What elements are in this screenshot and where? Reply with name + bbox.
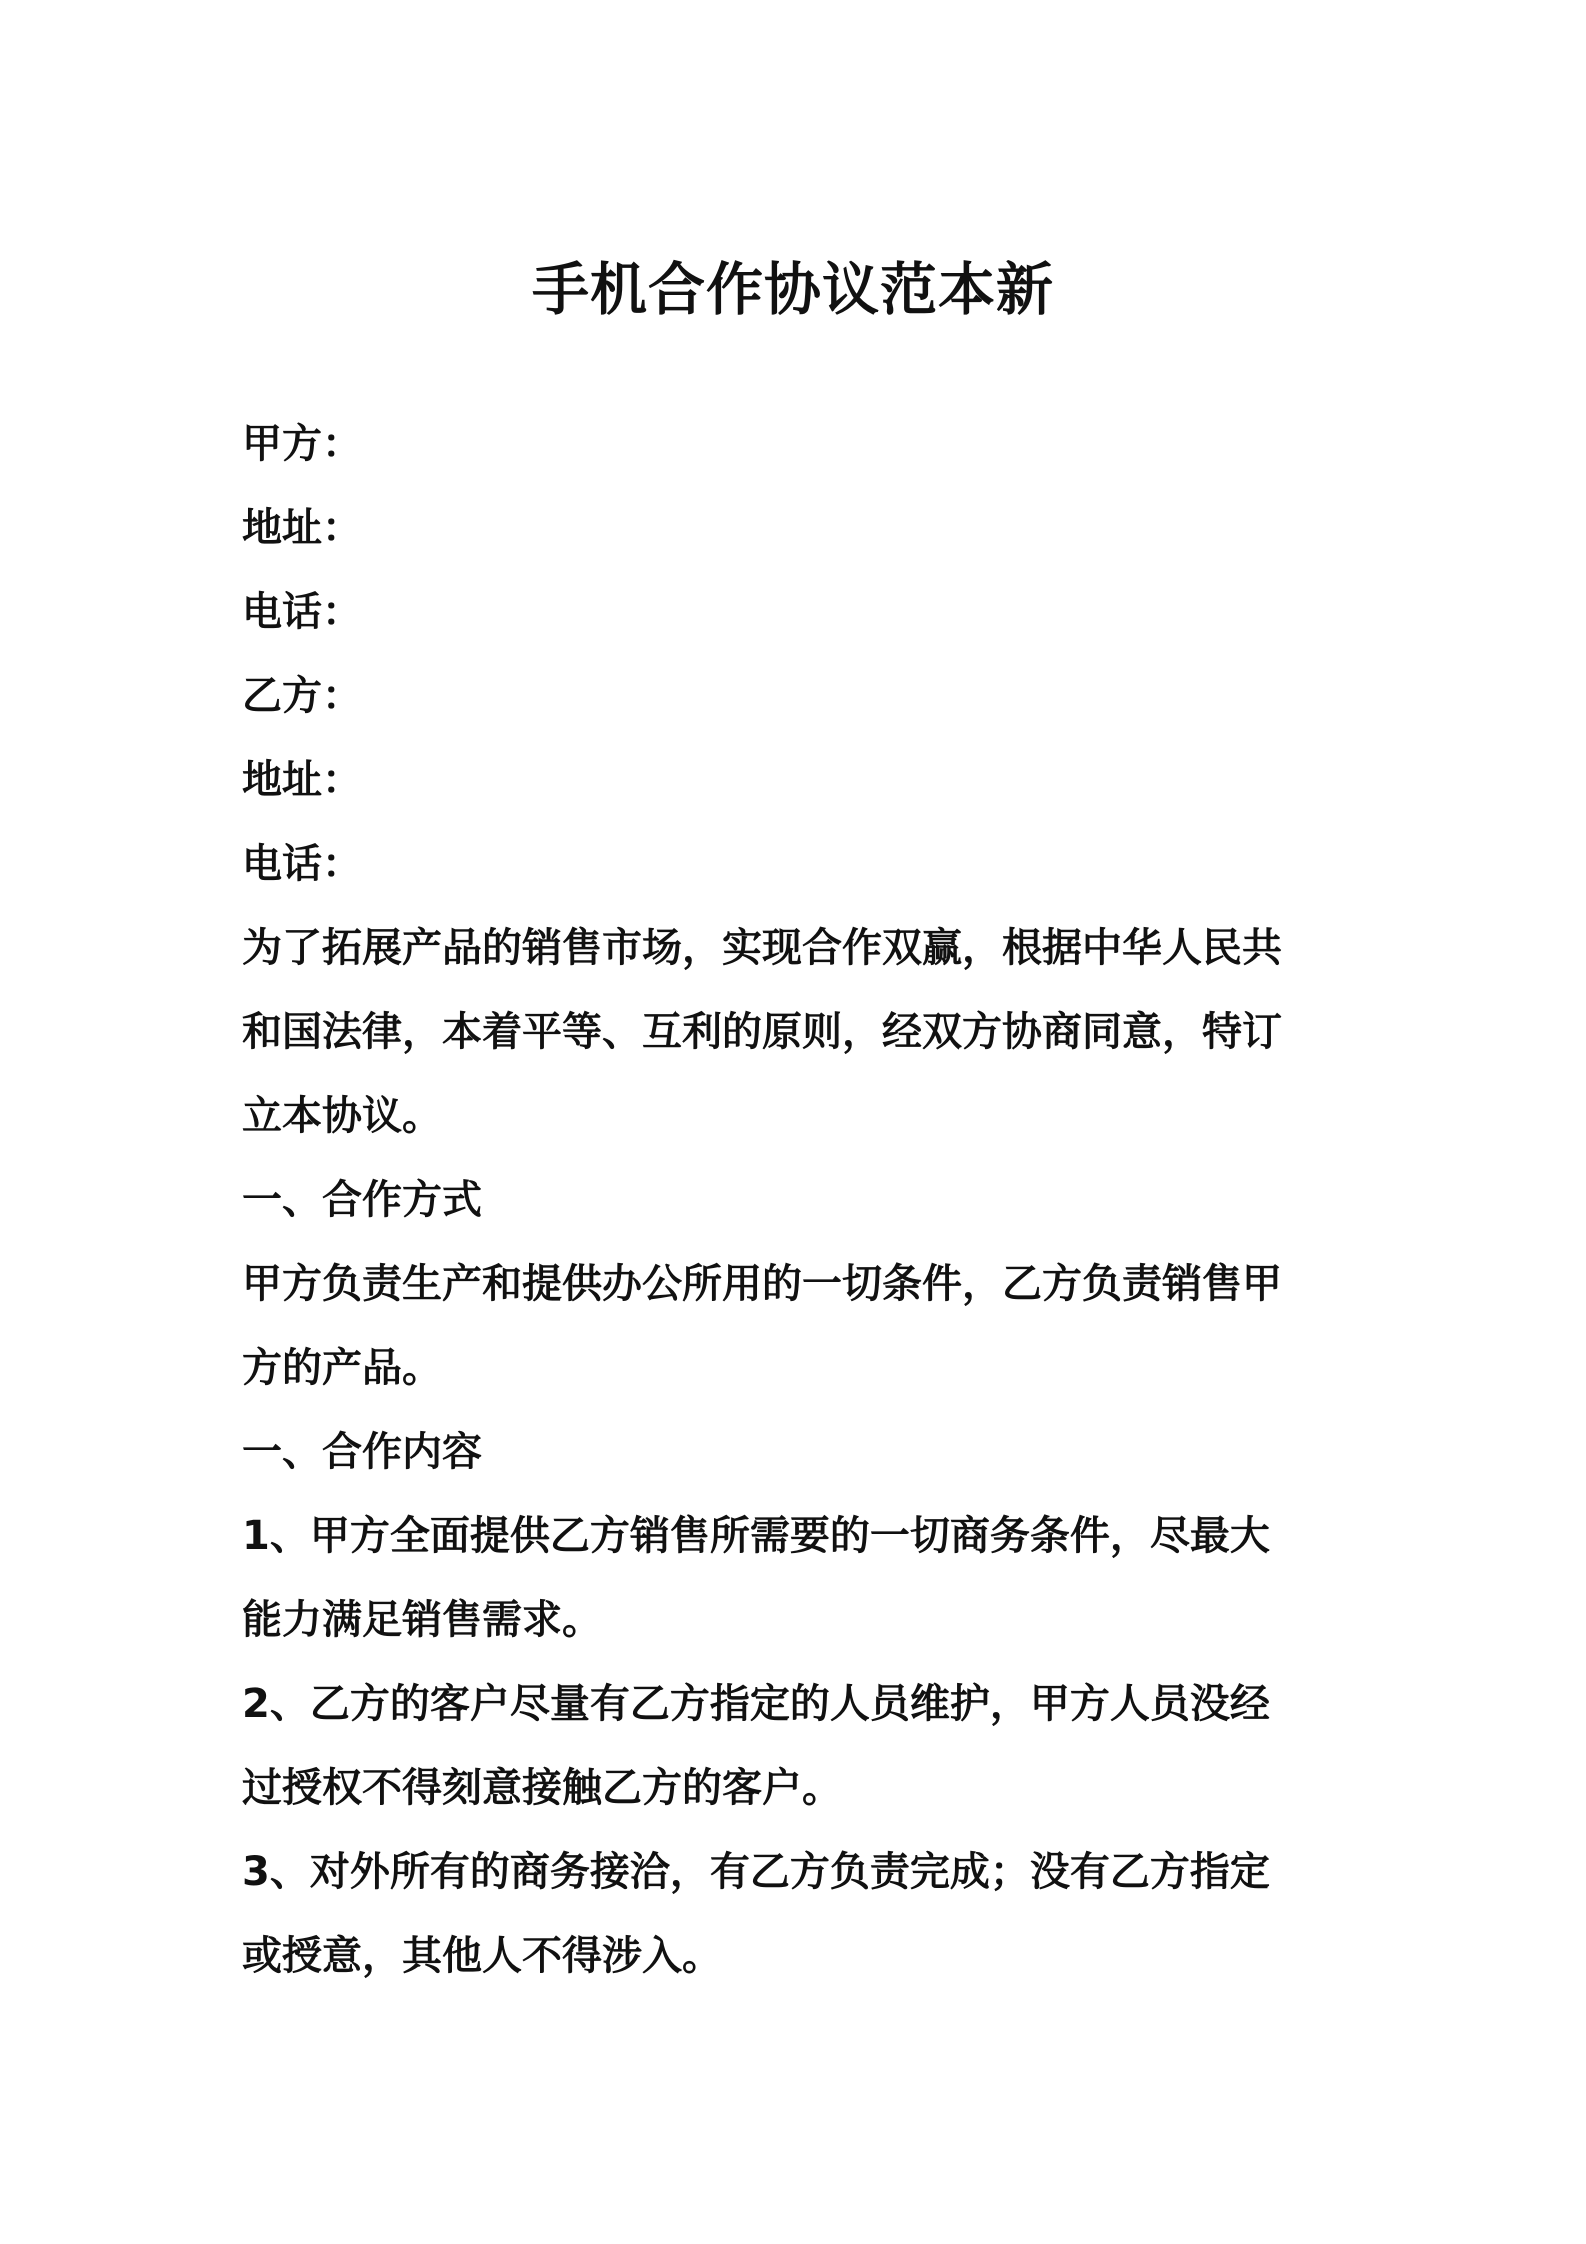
clause-1-line-1: 1、甲方全面提供乙方销售所需要的一切商务条件，尽最大 xyxy=(242,1513,1270,1559)
party-a-address-label: 地址： xyxy=(242,505,362,551)
clause-3-line-1: 3、对外所有的商务接洽，有乙方负责完成；没有乙方指定 xyxy=(242,1849,1270,1895)
document-title: 手机合作协议范本新 xyxy=(532,257,1054,323)
preamble-line-3: 立本协议。 xyxy=(242,1093,442,1139)
party-b-phone-label: 电话： xyxy=(242,841,362,887)
section-heading-cooperation-content: 一、合作内容 xyxy=(242,1429,482,1475)
party-a-phone-label: 电话： xyxy=(242,589,362,635)
party-b-label: 乙方： xyxy=(242,673,362,719)
preamble-line-1: 为了拓展产品的销售市场，实现合作双赢，根据中华人民共 xyxy=(242,925,1282,971)
section-heading-cooperation-method: 一、合作方式 xyxy=(242,1177,482,1223)
cooperation-method-line-1: 甲方负责生产和提供办公所用的一切条件，乙方负责销售甲 xyxy=(242,1261,1282,1307)
document-body xyxy=(242,402,1362,1998)
preamble-line-2: 和国法律，本着平等、互利的原则，经双方协商同意，特订 xyxy=(242,1009,1282,1055)
party-a-label: 甲方： xyxy=(242,421,362,467)
clause-2-line-1: 2、乙方的客户尽量有乙方指定的人员维护，甲方人员没经 xyxy=(242,1681,1270,1727)
cooperation-method-line-2: 方的产品。 xyxy=(242,1345,442,1391)
clause-3-line-2: 或授意，其他人不得涉入。 xyxy=(242,1933,722,1979)
clause-2-line-2: 过授权不得刻意接触乙方的客户。 xyxy=(242,1765,842,1811)
clause-1-line-2: 能力满足销售需求。 xyxy=(242,1597,602,1643)
party-b-address-label: 地址： xyxy=(242,757,362,803)
